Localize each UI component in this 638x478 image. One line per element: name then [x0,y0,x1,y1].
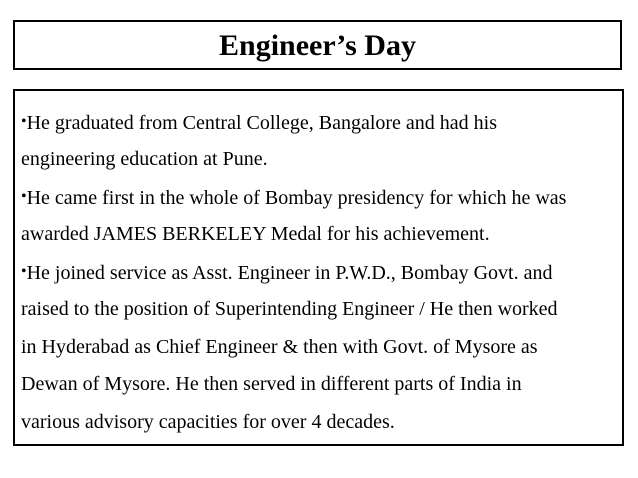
line-text: raised to the position of Superintending Engineer / He then worked [21,297,558,320]
text-line-3 [21,178,616,216]
line-text: Dewan of Mysore. He then served in different parts of India in [21,373,522,396]
title-box [13,20,622,70]
line-text: He graduated from Central College, Bangalore and had his [26,112,498,134]
line-text: various advisory capacities for over 4 decades. [21,410,395,433]
line-text: awarded JAMES BERKELEY Medal for his achievement. [21,222,490,245]
line-text: in Hyderabad as Chief Engineer & then with Govt. of Mysore as [21,335,538,358]
text-line-1 [21,103,616,141]
line-text: He joined service as Asst. Engineer in P.W.D., Bombay Govt. and [26,262,553,285]
bullet-icon: • [21,188,27,206]
text-line-7 [21,329,616,367]
line-text: engineering education at Pune. [21,147,268,170]
text-line-6 [21,291,616,329]
text-line-9 [21,404,616,442]
slide-title: Engineer’s Day [219,29,416,62]
content-box [13,89,624,446]
bullet-icon: • [21,263,27,281]
text-line-5 [21,253,616,291]
bullet-icon: • [21,113,27,130]
text-line-2 [21,141,616,179]
text-line-4 [21,216,616,254]
text-line-8 [21,366,616,404]
line-text: He came first in the whole of Bombay presidency for which he was [26,187,567,210]
